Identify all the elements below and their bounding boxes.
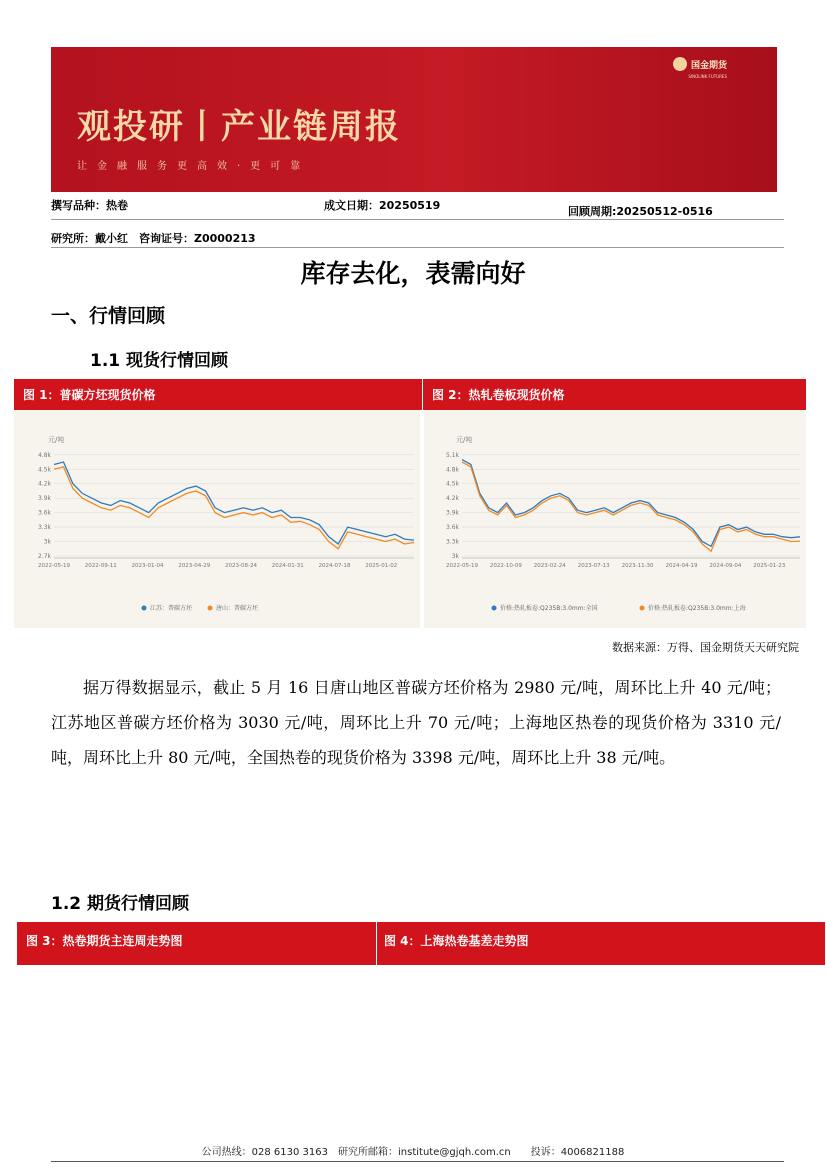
x-tick-label: 2022-10-09 bbox=[489, 563, 522, 569]
legend-marker-1 bbox=[142, 606, 147, 611]
figure-title-bar-3-4 bbox=[17, 922, 825, 965]
x-tick-label: 2025-01-02 bbox=[365, 563, 398, 569]
series-line-1 bbox=[54, 462, 414, 544]
y-tick-label: 4.5k bbox=[445, 480, 459, 488]
x-tick-label: 2023-01-04 bbox=[131, 563, 164, 569]
legend-label-1: 价格:热轧板卷:Q235B:3.0mm:全国 bbox=[500, 605, 598, 612]
figure-bar-divider-2 bbox=[376, 922, 377, 965]
x-tick-label: 2024-04-19 bbox=[665, 563, 698, 569]
y-tick-label: 3k bbox=[451, 553, 459, 560]
y-unit-label: 元/吨 bbox=[456, 436, 473, 444]
chart-panel-2 bbox=[424, 410, 806, 628]
y-tick-label: 3k bbox=[43, 538, 51, 546]
x-tick-label: 2022-05-19 bbox=[38, 563, 70, 569]
y-tick-label: 4.2k bbox=[445, 495, 459, 503]
subsection-heading-1-2: 1.2 期货行情回顾 bbox=[51, 894, 190, 914]
meta-divider-2 bbox=[51, 247, 784, 248]
figure-4-title: 图 4：上海热卷基差走势图 bbox=[384, 934, 529, 948]
logo-subtitle: SINOLINK FUTURES bbox=[688, 74, 727, 79]
document-title: 库存去化，表需向好 bbox=[300, 259, 526, 288]
logo-mark-icon bbox=[673, 57, 687, 71]
y-tick-label: 4.8k bbox=[37, 451, 51, 459]
meta-author: 研究所：戴小红 咨询证号：Z0000213 bbox=[51, 232, 256, 245]
series-line-1 bbox=[462, 460, 800, 547]
data-source: 数据来源：万得、国金期货天天研究院 bbox=[612, 641, 799, 654]
meta-divider bbox=[51, 219, 784, 220]
series-line-2 bbox=[54, 467, 414, 549]
y-unit-label: 元/吨 bbox=[48, 436, 65, 444]
legend-label-1: 江苏：普碳方坯 bbox=[150, 605, 193, 612]
chart-1 bbox=[14, 410, 420, 628]
meta-date: 成文日期：20250519 bbox=[324, 199, 441, 212]
y-tick-label: 4.5k bbox=[37, 466, 51, 474]
x-tick-label: 2023-04-29 bbox=[178, 563, 211, 569]
legend-label-2: 价格:热轧板卷:Q235B:3.0mm:上海 bbox=[648, 605, 746, 612]
logo-text: 国金期货 bbox=[690, 60, 727, 71]
y-tick-label: 3.3k bbox=[445, 538, 459, 546]
x-tick-label: 2023-11-30 bbox=[621, 563, 654, 569]
meta-variety: 撰写品种：热卷 bbox=[51, 199, 128, 212]
subsection-heading-1-1: 1.1 现货行情回顾 bbox=[90, 351, 229, 371]
banner-slogan: 让金融服务更高效·更可靠 bbox=[77, 161, 311, 172]
legend-label-2: 唐山：普碳方坯 bbox=[216, 605, 259, 612]
y-tick-label: 4.8k bbox=[445, 466, 459, 474]
x-tick-label: 2025-01-23 bbox=[753, 563, 786, 569]
report-banner bbox=[51, 47, 777, 192]
chart-2 bbox=[424, 410, 806, 628]
figure-2-title: 图 2：热轧卷板现货价格 bbox=[432, 388, 565, 402]
figure-1-title: 图 1：普碳方坯现货价格 bbox=[23, 388, 156, 402]
series-line-2 bbox=[462, 462, 800, 551]
company-logo bbox=[673, 57, 727, 71]
x-tick-label: 2023-02-24 bbox=[533, 563, 566, 569]
section-heading-1: 一、行情回顾 bbox=[51, 305, 166, 327]
figure-title-bar-1-2 bbox=[14, 379, 806, 410]
y-tick-label: 5.1k bbox=[445, 451, 459, 459]
x-tick-label: 2022-05-19 bbox=[446, 563, 478, 569]
y-tick-label: 3.9k bbox=[37, 495, 51, 503]
body-paragraph: 据万得数据显示，截止 5 月 16 日唐山地区普碳方坯价格为 2980 元/吨，周环比上升 40 元/吨；江苏地区普碳方坯价格为 3030 元/吨，周环比上升 70 元/吨；上海地区热卷的现货价格为 3310 元/吨，周环比上升 80 元/吨，全国热卷的现货价格为 3398 元/吨，周环比上升 38 元/吨。 bbox=[51, 678, 781, 767]
x-tick-label: 2024-09-04 bbox=[709, 563, 742, 569]
x-tick-label: 2023-07-13 bbox=[577, 563, 610, 569]
y-tick-label: 3.6k bbox=[445, 524, 459, 532]
meta-period: 回顾周期:20250512-0516 bbox=[568, 205, 713, 218]
figure-3-title: 图 3：热卷期货主连周走势图 bbox=[26, 934, 183, 948]
legend-marker-1 bbox=[492, 606, 497, 611]
figure-bar-divider bbox=[422, 379, 423, 410]
x-tick-label: 2022-09-11 bbox=[84, 563, 117, 569]
y-tick-label: 3.3k bbox=[37, 524, 51, 532]
legend-marker-2 bbox=[208, 606, 213, 611]
legend-marker-2 bbox=[640, 606, 645, 611]
x-tick-label: 2023-08-24 bbox=[225, 563, 257, 569]
y-tick-label: 4.2k bbox=[37, 480, 51, 488]
y-tick-label: 3.6k bbox=[37, 509, 51, 517]
footer-contact: 公司热线：028 6130 3163 研究所邮箱：institute@gjqh.com.cn 投诉：4006821188 bbox=[201, 1147, 625, 1158]
x-tick-label: 2024-01-31 bbox=[271, 563, 304, 569]
chart-panel-1 bbox=[14, 410, 420, 628]
footer-rule bbox=[51, 1161, 784, 1162]
y-tick-label: 3.9k bbox=[445, 509, 459, 517]
x-tick-label: 2024-07-18 bbox=[318, 563, 351, 569]
y-tick-label: 2.7k bbox=[37, 553, 51, 560]
banner-title: 观投研丨产业链周报 bbox=[77, 107, 401, 147]
